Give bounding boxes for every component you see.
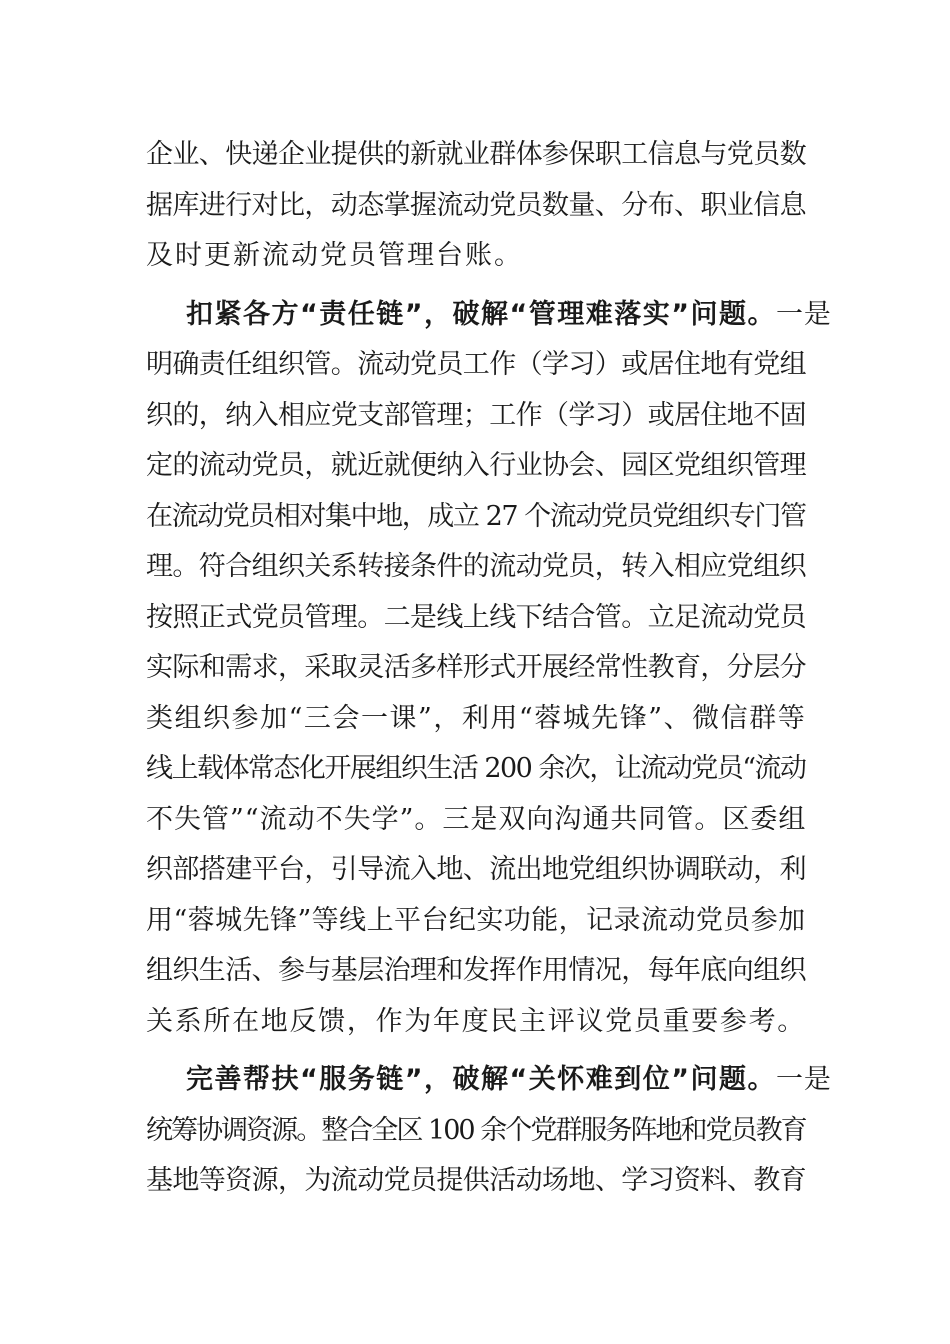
paragraph-1 — [146, 130, 806, 282]
paragraph-line: 据库进行对比，动态掌握流动党员数量、分布、职业信息 — [146, 189, 806, 221]
paragraph-line: 组织生活、参与基层治理和发挥作用情况，每年底向组织 — [146, 955, 806, 986]
paragraph-line: 定的流动党员，就近就便纳入行业协会、园区党组织管理 — [146, 450, 806, 481]
paragraph-line: 织部搭建平台，引导流入地、流出地党组织协调联动，利 — [146, 854, 806, 885]
paragraph-line: 基地等资源，为流动党员提供活动场地、学习资料、教育 — [146, 1165, 806, 1196]
paragraph-text: 一是 — [775, 298, 832, 330]
paragraph-line: 实际和需求，采取灵活多样形式开展经常性教育，分层分 — [146, 652, 806, 683]
paragraph-line: 不失管”“流动不失学”。三是双向沟通共同管。区委组 — [146, 803, 807, 835]
paragraph-line: 类组织参加“三会一课”，利用“蓉城先锋”、微信群等 — [146, 702, 807, 734]
paragraph-line: 织的，纳入相应党支部管理；工作（学习）或居住地不固 — [146, 399, 806, 431]
paragraph-2 — [146, 290, 832, 1048]
paragraph-3 — [146, 1055, 832, 1207]
paragraph-line: 统筹协调资源。整合全区 100 余个党群服务阵地和党员教育 — [146, 1114, 806, 1146]
paragraph-line: 理。符合组织关系转接条件的流动党员，转入相应党组织 — [146, 551, 806, 582]
paragraph-line: 在流动党员相对集中地，成立 27 个流动党员党组织专门管 — [146, 500, 806, 532]
section-heading: 完善帮扶“服务链”，破解“关怀难到位”问题。 — [186, 1064, 776, 1095]
paragraph-line: 线上载体常态化开展组织生活 200 余次，让流动党员“流动 — [146, 753, 806, 784]
paragraph-line: 按照正式党员管理。二是线上线下结合管。立足流动党员 — [146, 601, 806, 633]
paragraph-line: 企业、快递企业提供的新就业群体参保职工信息与党员数 — [146, 139, 806, 170]
paragraph-first-line — [146, 290, 832, 341]
section-heading: 扣紧各方“责任链”，破解“管理难落实”问题。 — [186, 298, 776, 330]
document-body — [146, 130, 832, 1207]
paragraph-line: 明确责任组织管。流动党员工作（学习）或居住地有党组 — [146, 349, 806, 380]
paragraph-first-line — [146, 1055, 832, 1106]
paragraph-line: 关系所在地反馈，作为年度民主评议党员重要参考。 — [146, 1005, 806, 1037]
paragraph-line: 用“蓉城先锋”等线上平台纪实功能，记录流动党员参加 — [146, 904, 806, 936]
paragraph-text: 一是 — [775, 1064, 832, 1095]
paragraph-line: 及时更新流动党员管理台账。 — [146, 240, 523, 271]
